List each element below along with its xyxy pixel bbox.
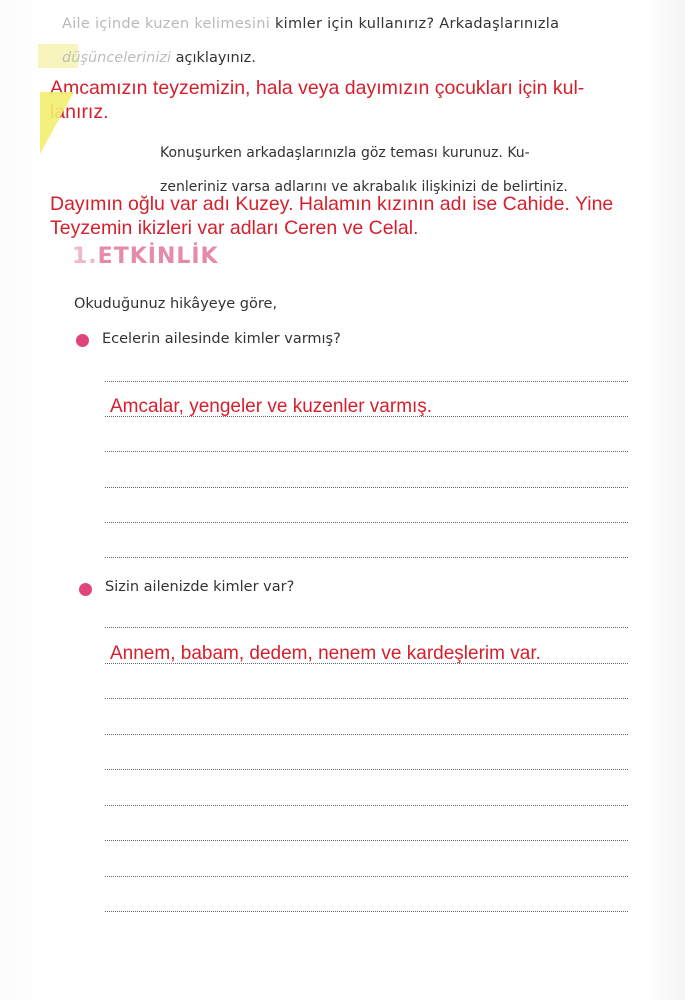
bullet-dot-icon — [76, 334, 89, 347]
answer-dotted-line[interactable] — [105, 698, 628, 699]
question-1: Ecelerin ailesinde kimler varmış? — [102, 331, 341, 347]
answer-dotted-line[interactable] — [105, 911, 628, 912]
faded-text: Aile içinde kuzen kelimesini — [62, 16, 271, 32]
answer-dotted-line[interactable] — [105, 876, 628, 877]
answer-dotted-line[interactable] — [105, 769, 628, 770]
instruction-line: Konuşurken arkadaşlarınızla göz teması kurunuz. Ku- — [160, 145, 530, 161]
bullet-dot-icon — [79, 583, 92, 596]
answer-2-text: Annem, babam, dedem, nenem ve kardeşlerim var. — [110, 643, 541, 664]
answer-dotted-line[interactable] — [105, 416, 628, 417]
yellow-triangle-decoration — [40, 92, 74, 154]
activity-intro: Okuduğunuz hikâyeye göre, — [74, 296, 278, 312]
answer-dotted-line[interactable] — [105, 451, 628, 452]
answer-dotted-line[interactable] — [105, 522, 628, 523]
answer-line: Amcamızın teyzemizin, hala veya dayımızın çocukları için kul- — [50, 77, 585, 99]
answer-dotted-line[interactable] — [105, 663, 628, 664]
answer-dotted-line[interactable] — [105, 840, 628, 841]
question-text: kimler için kullanırız? Arkadaşlarınızla — [274, 16, 560, 32]
instruction-line: zenleriniz varsa adlarını ve akrabalık ilişkinizi de belirtiniz. — [160, 179, 568, 195]
answer-dotted-line[interactable] — [105, 734, 628, 735]
answer-dotted-line[interactable] — [105, 805, 628, 806]
answer-1-text: Amcalar, yengeler ve kuzenler varmış. — [110, 396, 433, 417]
answer-line: Dayımın oğlu var adı Kuzey. Halamın kızının adı ise Cahide. Yine — [50, 193, 614, 215]
answer-relatives — [50, 192, 680, 240]
activity-number: 1. — [72, 244, 98, 269]
question-text: açıklayınız. — [175, 50, 256, 66]
question-2: Sizin ailenizde kimler var? — [105, 579, 295, 595]
faded-text: düşüncelerinizi — [62, 50, 172, 66]
answer-dotted-line[interactable] — [105, 381, 628, 382]
activity-title-text: ETKİNLİK — [97, 244, 219, 269]
answer-dotted-line[interactable] — [105, 627, 628, 628]
activity-title — [72, 244, 219, 269]
answer-dotted-line[interactable] — [105, 487, 628, 488]
answer-line: lanırız. — [50, 101, 109, 123]
question-kuzen-line2 — [62, 50, 662, 66]
answer-dotted-line[interactable] — [105, 557, 628, 558]
question-kuzen-line1 — [62, 16, 662, 32]
answer-line: Teyzemin ikizleri var adları Ceren ve Celal. — [50, 217, 419, 239]
answer-kuzen — [50, 76, 670, 124]
